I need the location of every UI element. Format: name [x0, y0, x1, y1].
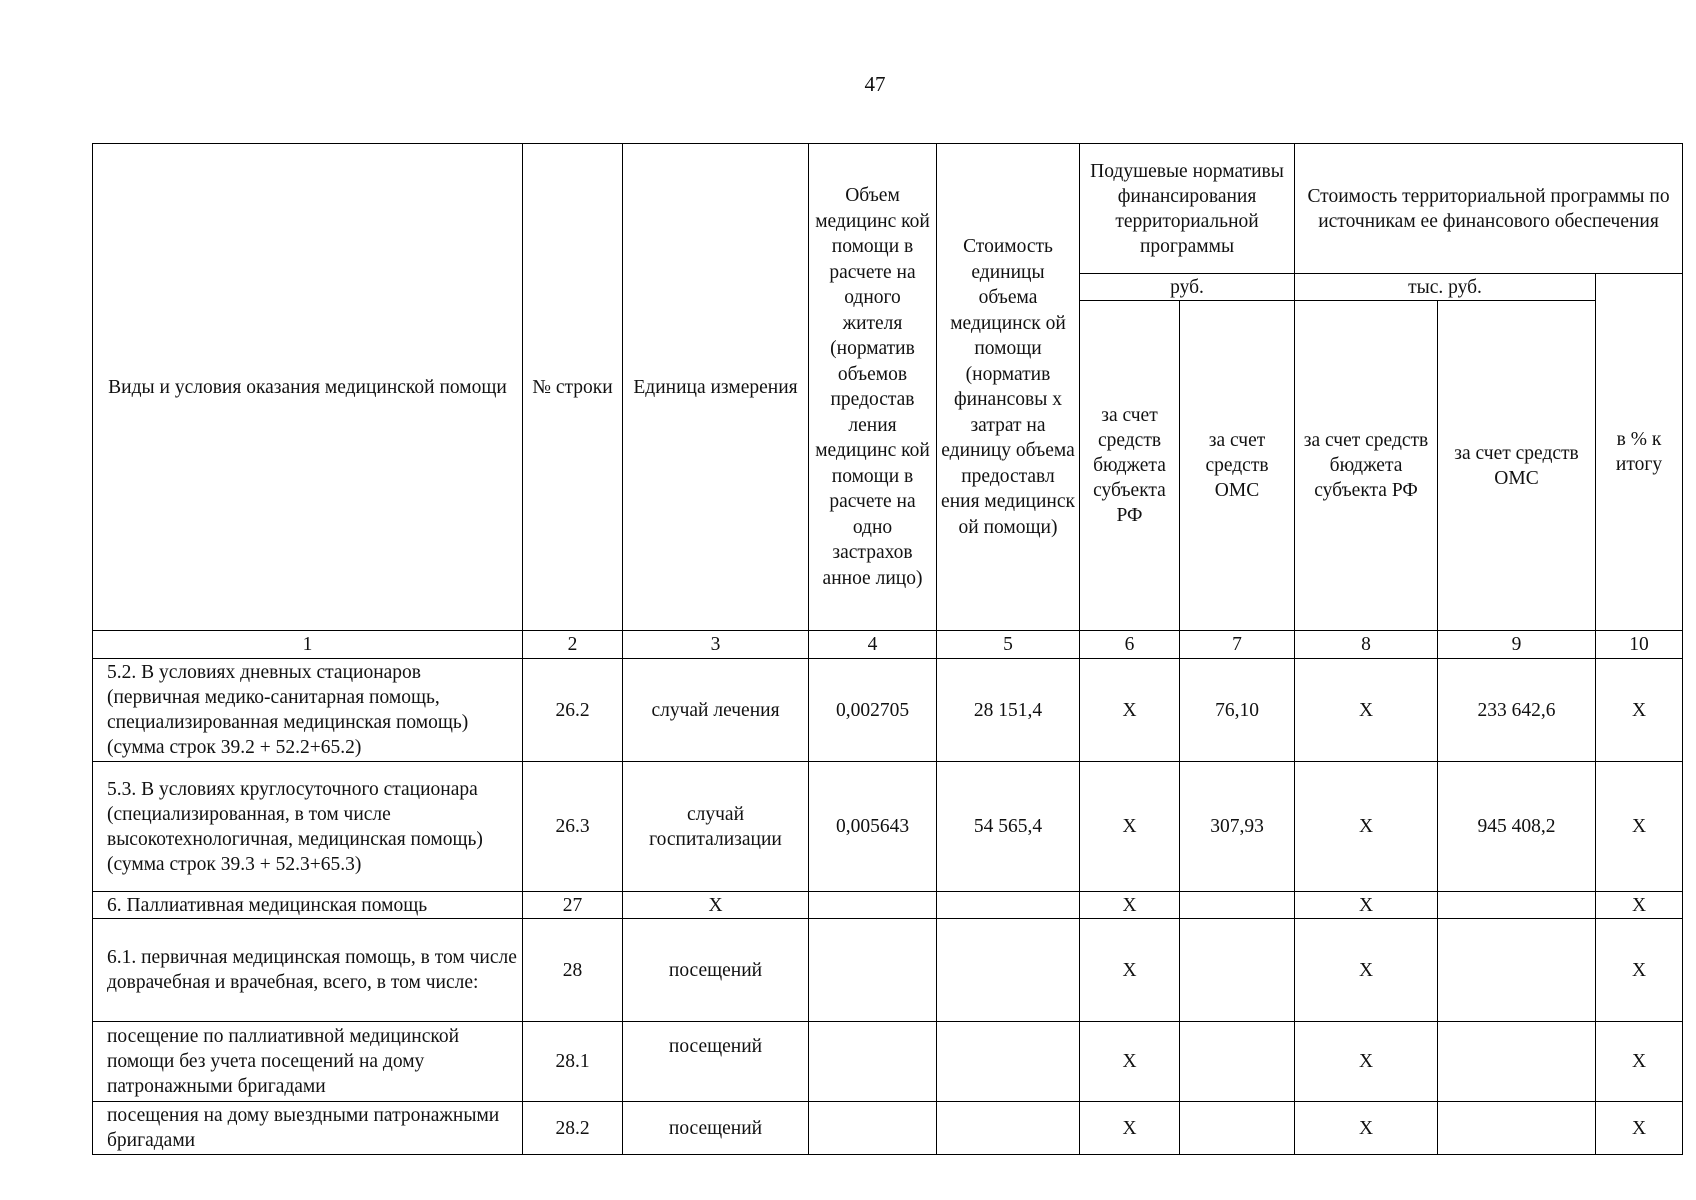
- cell-budget-thousand: X: [1295, 919, 1438, 1022]
- cell-cost: [937, 892, 1080, 919]
- cell-row-no: 28.2: [523, 1102, 623, 1155]
- cell-oms-thousand: 945 408,2: [1438, 762, 1596, 892]
- cell-row-no: 26.3: [523, 762, 623, 892]
- column-number: 6: [1080, 631, 1180, 659]
- column-numbers-row: [93, 631, 1683, 659]
- cell-budget-thousand: X: [1295, 1102, 1438, 1155]
- cell-cost: [937, 1102, 1080, 1155]
- page-number: 47: [864, 72, 886, 96]
- cell-oms-rub: 76,10: [1180, 659, 1295, 762]
- table-row: [93, 659, 1683, 762]
- header-budget-thousand: за счет средств бюджета субъекта РФ: [1295, 301, 1438, 631]
- cell-unit: случай лечения: [623, 659, 809, 762]
- column-number: 3: [623, 631, 809, 659]
- cell-budget-thousand: X: [1295, 659, 1438, 762]
- cell-budget-rub: X: [1080, 1102, 1180, 1155]
- cell-unit: посещений: [623, 1022, 809, 1102]
- cell-budget-rub: X: [1080, 659, 1180, 762]
- cell-unit: случай госпитализации: [623, 762, 809, 892]
- cell-budget-rub: X: [1080, 919, 1180, 1022]
- cell-budget-thousand: X: [1295, 1022, 1438, 1102]
- cell-unit: посещений: [623, 919, 809, 1022]
- cell-cost: 28 151,4: [937, 659, 1080, 762]
- cell-budget-rub: X: [1080, 892, 1180, 919]
- cell-oms-rub: 307,93: [1180, 762, 1295, 892]
- table-row: [93, 1022, 1683, 1102]
- cell-cost: [937, 1022, 1080, 1102]
- column-number: 10: [1596, 631, 1683, 659]
- cell-oms-rub: [1180, 1102, 1295, 1155]
- cell-kind: посещения на дому выездными патронажными бригадами: [93, 1102, 523, 1155]
- column-number: 9: [1438, 631, 1596, 659]
- header-oms-rub: за счет средств ОМС: [1180, 301, 1295, 631]
- cell-percent: X: [1596, 659, 1683, 762]
- cell-kind: 6. Паллиативная медицинская помощь: [93, 892, 523, 919]
- cell-volume: [809, 892, 937, 919]
- cell-oms-rub: [1180, 892, 1295, 919]
- cell-oms-thousand: 233 642,6: [1438, 659, 1596, 762]
- cell-volume: [809, 1102, 937, 1155]
- header-unit-thousand-rub: тыс. руб.: [1295, 274, 1596, 301]
- column-number: 5: [937, 631, 1080, 659]
- cell-percent: X: [1596, 919, 1683, 1022]
- cell-oms-thousand: [1438, 919, 1596, 1022]
- header-kind: Виды и условия оказания медицинской помощи: [93, 144, 523, 631]
- header-oms-thousand: за счет средств ОМС: [1438, 301, 1596, 631]
- cell-row-no: 26.2: [523, 659, 623, 762]
- cell-percent: X: [1596, 1102, 1683, 1155]
- column-number: 7: [1180, 631, 1295, 659]
- cell-kind: 6.1. первичная медицинская помощь, в том числе доврачебная и врачебная, всего, в том числе:: [93, 919, 523, 1022]
- table-row: [93, 1102, 1683, 1155]
- column-number: 8: [1295, 631, 1438, 659]
- cell-row-no: 28: [523, 919, 623, 1022]
- financing-table: [92, 143, 1683, 1155]
- header-budget-rub: за счет средств бюджета субъекта РФ: [1080, 301, 1180, 631]
- cell-budget-thousand: X: [1295, 762, 1438, 892]
- cell-budget-thousand: X: [1295, 892, 1438, 919]
- header-cost: Стоимость единицы объема медицинск ой помощи (норматив финансовы х затрат на единицу объема предоставл ения медицинск ой помощи): [937, 144, 1080, 631]
- header-unit-rub: руб.: [1080, 274, 1295, 301]
- column-number: 2: [523, 631, 623, 659]
- cell-volume: [809, 1022, 937, 1102]
- header-row-no: № строки: [523, 144, 623, 631]
- cell-cost: [937, 919, 1080, 1022]
- table-row: [93, 919, 1683, 1022]
- cell-oms-thousand: [1438, 892, 1596, 919]
- cell-row-no: 28.1: [523, 1022, 623, 1102]
- cell-row-no: 27: [523, 892, 623, 919]
- cell-cost: 54 565,4: [937, 762, 1080, 892]
- column-number: 1: [93, 631, 523, 659]
- cell-unit: посещений: [623, 1102, 809, 1155]
- cell-oms-thousand: [1438, 1102, 1596, 1155]
- cell-kind: 5.3. В условиях круглосуточного стационара (специализированная, в том числе высокотехнологичная, медицинская помощь) (сумма строк 39.3 + 52.3+65.3): [93, 762, 523, 892]
- cell-unit: X: [623, 892, 809, 919]
- cell-oms-rub: [1180, 919, 1295, 1022]
- header-volume: Объем медицинс кой помощи в расчете на одного жителя (норматив объемов предостав ления медицинс кой помощи в расчете на одно застрахов анное лицо): [809, 144, 937, 631]
- cell-oms-thousand: [1438, 1022, 1596, 1102]
- cell-budget-rub: X: [1080, 762, 1180, 892]
- header-unit: Единица измерения: [623, 144, 809, 631]
- cell-kind: 5.2. В условиях дневных стационаров (первичная медико-санитарная помощь, специализированная медицинская помощь) (сумма строк 39.2 + 52.2+65.2): [93, 659, 523, 762]
- cell-percent: X: [1596, 762, 1683, 892]
- cell-volume: 0,002705: [809, 659, 937, 762]
- cell-volume: [809, 919, 937, 1022]
- cell-budget-rub: X: [1080, 1022, 1180, 1102]
- header-percent: в % к итогу: [1596, 274, 1683, 631]
- header-group-cost: Стоимость территориальной программы по источникам ее финансового обеспечения: [1295, 144, 1683, 274]
- cell-percent: X: [1596, 892, 1683, 919]
- table-row: [93, 762, 1683, 892]
- cell-oms-rub: [1180, 1022, 1295, 1102]
- column-number: 4: [809, 631, 937, 659]
- header-group-per-capita: Подушевые нормативы финансирования территориальной программы: [1080, 144, 1295, 274]
- cell-percent: X: [1596, 1022, 1683, 1102]
- cell-volume: 0,005643: [809, 762, 937, 892]
- cell-kind: посещение по паллиативной медицинской помощи без учета посещений на дому патронажными бригадами: [93, 1022, 523, 1102]
- table-row: [93, 892, 1683, 919]
